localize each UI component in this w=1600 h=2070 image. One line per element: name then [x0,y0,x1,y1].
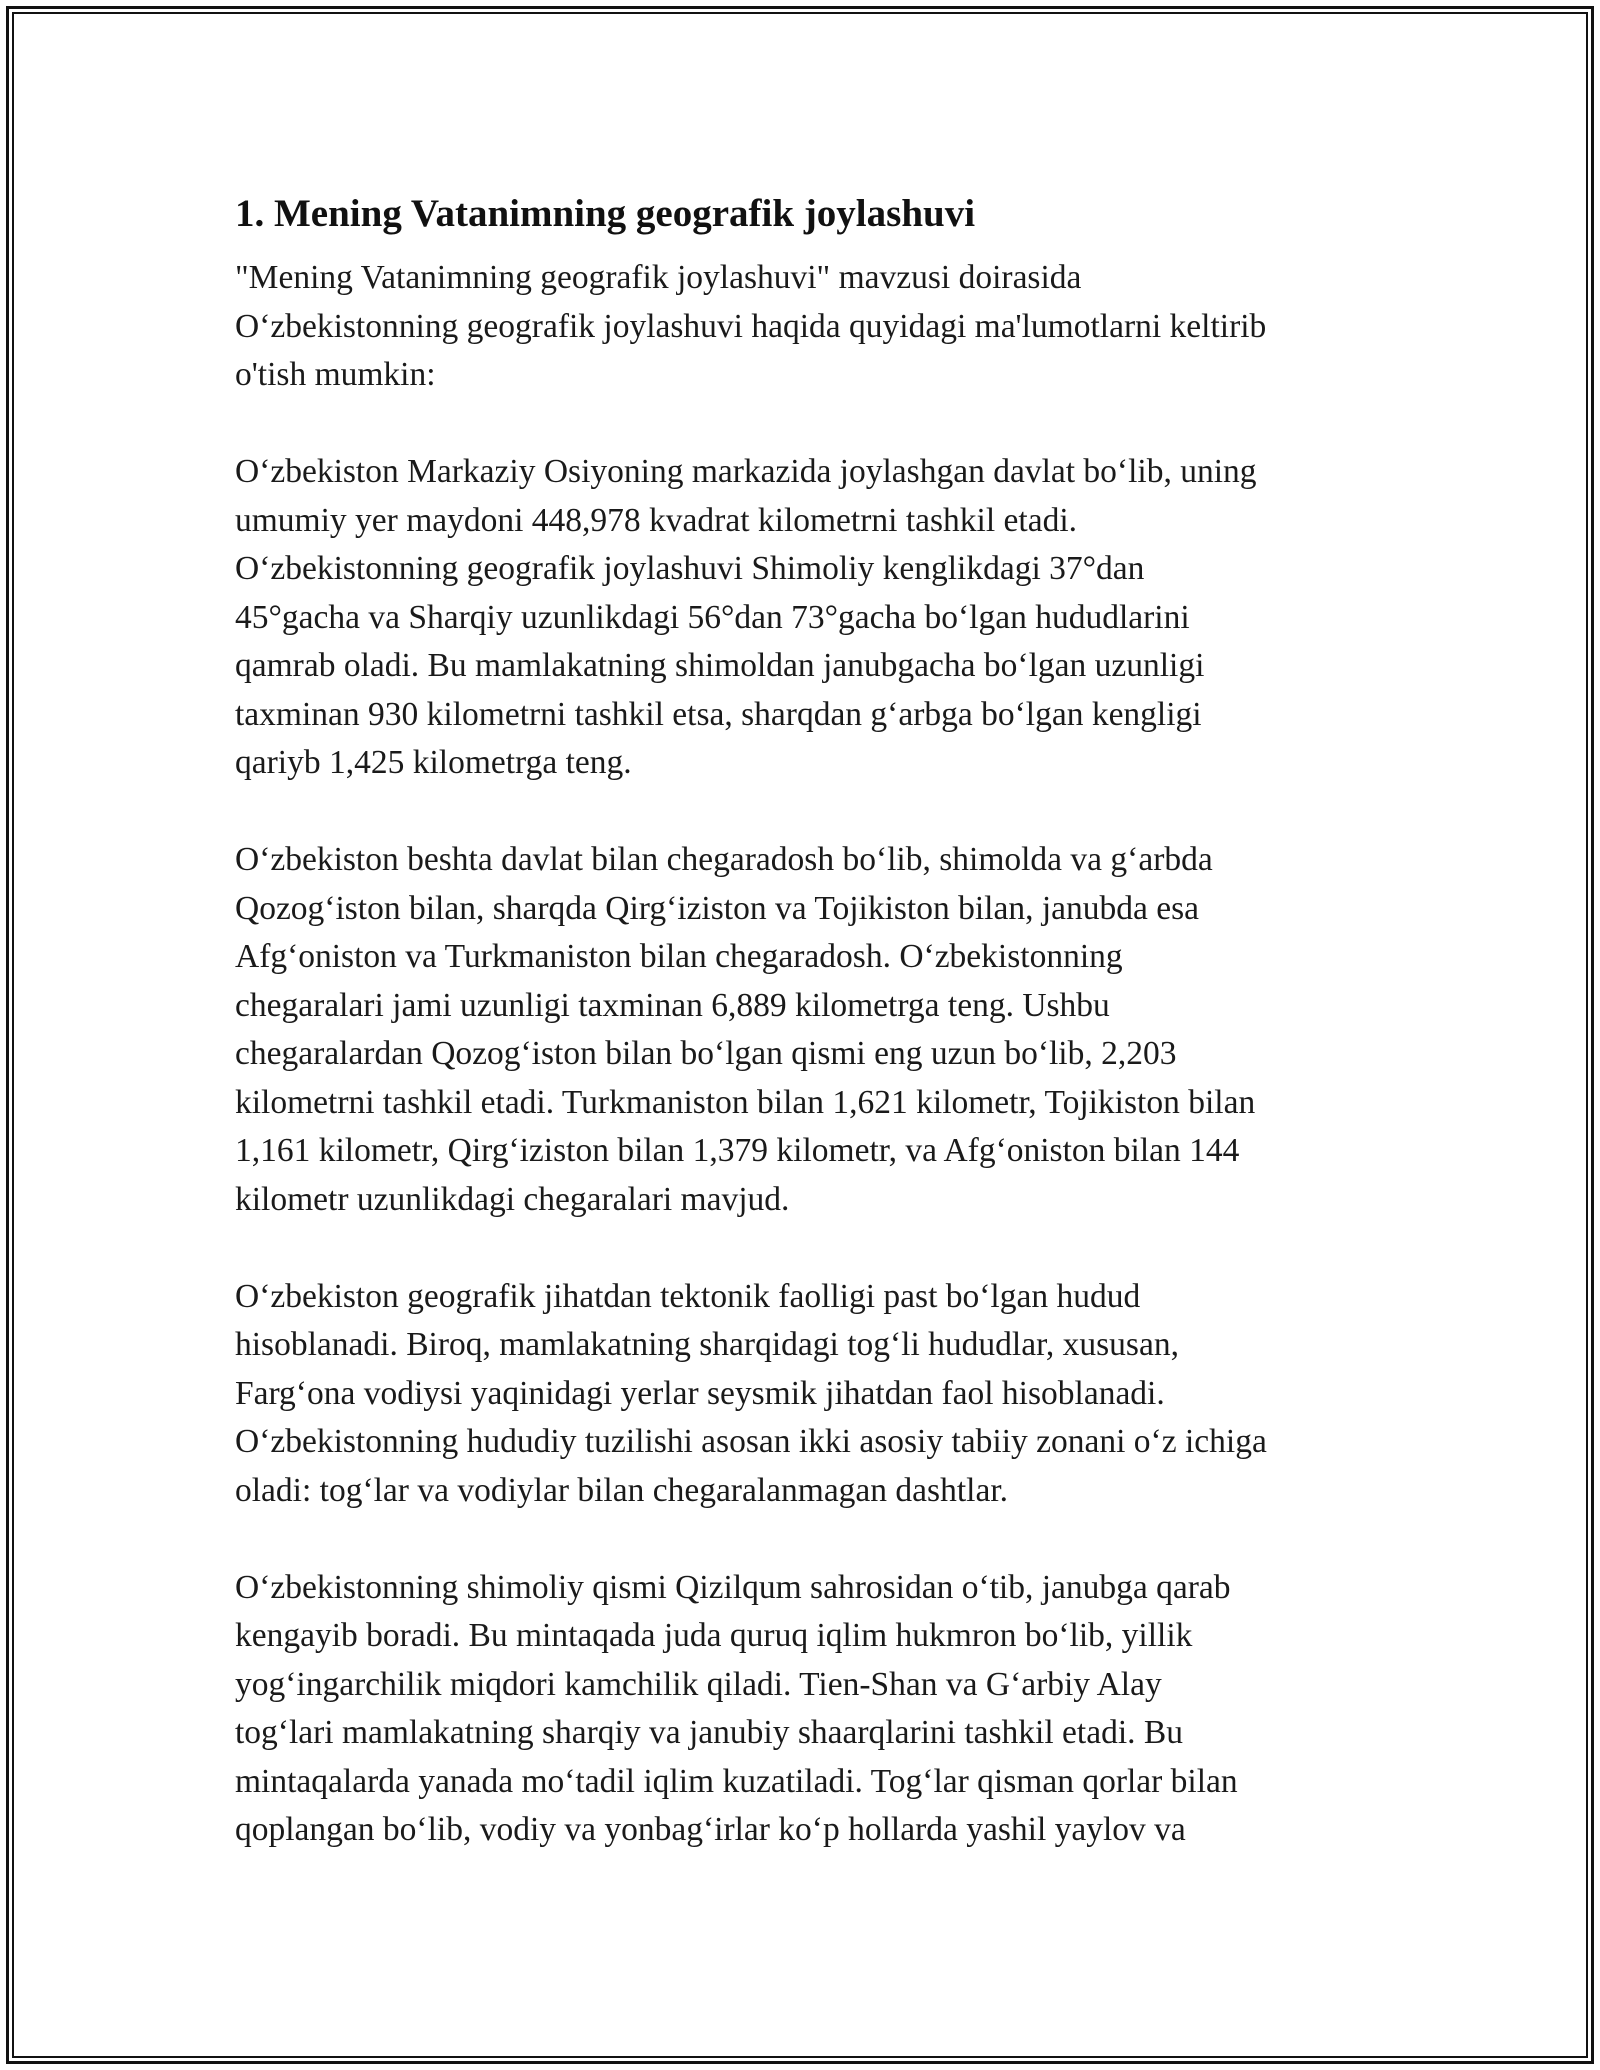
paragraph-line: mintaqalarda yanada mo‘tadil iqlim kuzatiladi. Tog‘lar qisman qorlar bilan [235,1762,1238,1800]
paragraph-line: chegaralardan Qozog‘iston bilan bo‘lgan qismi eng uzun bo‘lib, 2,203 [235,1035,1177,1072]
paragraph-line: O‘zbekistonning shimoliy qismi Qizilqum sahrosidan o‘tib, janubga qarab [235,1568,1231,1606]
paragraph-line: umumiy yer maydoni 448,978 kvadrat kilometrni tashkil etadi. [235,501,1077,539]
paragraph-climate [235,1564,1375,1855]
document-body [235,188,1375,1855]
paragraph-line: taxminan 930 kilometrni tashkil etsa, sharqdan g‘arbga bo‘lgan kengligi [235,695,1202,733]
paragraph-borders [235,836,1375,1224]
paragraph-line: Afg‘oniston va Turkmaniston bilan chegaradosh. O‘zbekistonning [235,938,1123,975]
paragraph-line: oladi: tog‘lar va vodiylar bilan chegaralanmagan dashtlar. [235,1471,1009,1509]
paragraph-line: Qozog‘iston bilan, sharqda Qirg‘iziston va Tojikiston bilan, janubda esa [235,889,1200,927]
paragraph-line: O‘zbekistonning geografik joylashuvi haqida quyidagi ma'lumotlarni keltirib [235,307,1267,345]
paragraph-line: yog‘ingarchilik miqdori kamchilik qiladi. Tien-Shan va G‘arbiy Alay [235,1665,1162,1703]
paragraph-location [235,448,1375,788]
paragraph-line: chegaralari jami uzunligi taxminan 6,889 kilometrga teng. Ushbu [235,986,1110,1024]
paragraph-line: O‘zbekiston beshta davlat bilan chegaradosh bo‘lib, shimolda va g‘arbda [235,841,1213,878]
paragraph-line: kengayib boradi. Bu mintaqada juda quruq iqlim hukmron bo‘lib, yillik [235,1617,1193,1654]
paragraph-line: 45°gacha va Sharqiy uzunlikdagi 56°dan 73°gacha bo‘lgan hududlarini [235,598,1190,636]
paragraph-line: qariyb 1,425 kilometrga teng. [235,744,632,781]
paragraph-line: "Mening Vatanimning geografik joylashuvi" mavzusi doirasida [235,259,1082,296]
paragraph-line: O‘zbekiston Markaziy Osiyoning markazida joylashgan davlat bo‘lib, uning [235,453,1257,490]
paragraph-line: O‘zbekistonning geografik joylashuvi Shimoliy kenglikdagi 37°dan [235,550,1145,587]
paragraph-line: kilometr uzunlikdagi chegaralari mavjud. [235,1180,790,1218]
paragraph-line: O‘zbekistonning hududiy tuzilishi asosan ikki asosiy tabiiy zonani o‘z ichiga [235,1423,1267,1460]
paragraph-intro [235,254,1375,400]
document-title: 1. Mening Vatanimning geografik joylashuvi [235,192,976,235]
paragraph-line: kilometrni tashkil etadi. Turkmaniston bilan 1,621 kilometr, Tojikiston bilan [235,1083,1256,1121]
paragraph-line: tog‘lari mamlakatning sharqiy va janubiy shaarqlarini tashkil etadi. Bu [235,1714,1183,1751]
paragraph-line: 1,161 kilometr, Qirg‘iziston bilan 1,379 kilometr, va Afg‘oniston bilan 144 [235,1132,1240,1169]
paragraph-line: O‘zbekiston geografik jihatdan tektonik faolligi past bo‘lgan hudud [235,1277,1141,1315]
paragraph-line: o'tish mumkin: [235,356,436,393]
paragraph-tectonics [235,1273,1375,1516]
paragraph-line: qoplangan bo‘lib, vodiy va yonbag‘irlar ko‘p hollarda yashil yaylov va [235,1811,1186,1848]
paragraph-line: hisoblanadi. Biroq, mamlakatning sharqidagi tog‘li hududlar, xususan, [235,1326,1179,1363]
paragraph-line: qamrab oladi. Bu mamlakatning shimoldan janubgacha bo‘lgan uzunligi [235,647,1205,684]
paragraph-line: Farg‘ona vodiysi yaqinidagi yerlar seysmik jihatdan faol hisoblanadi. [235,1374,1165,1412]
